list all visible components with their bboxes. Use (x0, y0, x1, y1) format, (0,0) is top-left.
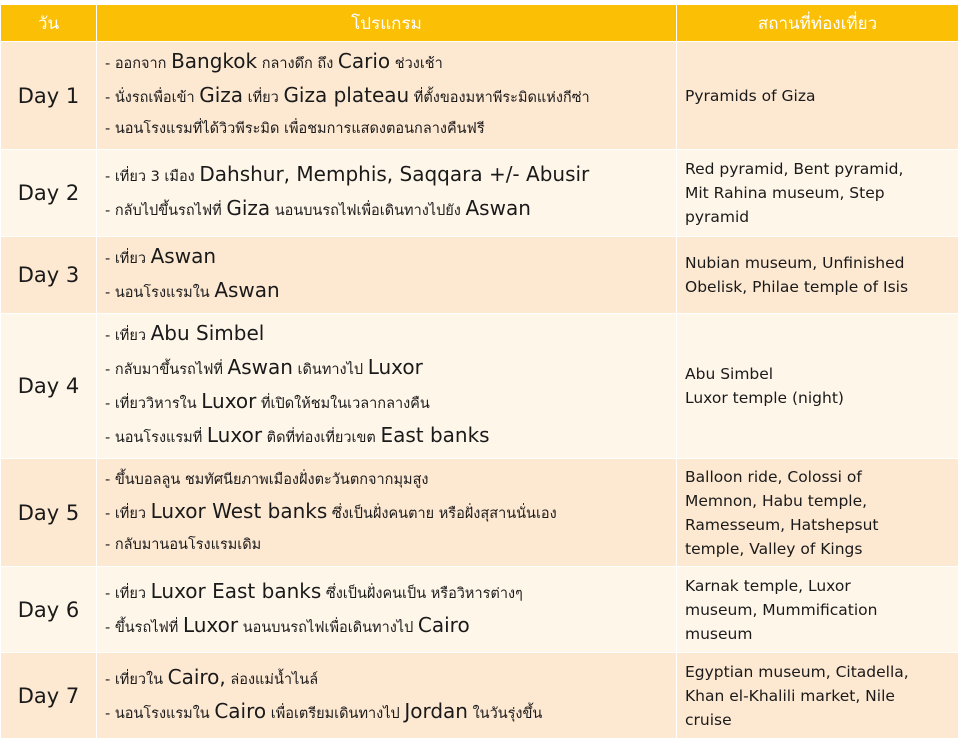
program-cell (97, 459, 677, 567)
place-name: Luxor (182, 612, 239, 637)
program-text: ในวันรุ่งขึ้น (467, 705, 543, 722)
program-text: ที่เปิดให้ชมในเวลากลางคืน (256, 396, 430, 412)
program-text: เดินทางไป (292, 362, 368, 378)
program-line (105, 275, 676, 309)
places-cell (677, 237, 959, 314)
program-text: นอนบนรถไฟเพื่อเดินทางไปยัง (270, 203, 466, 219)
program-text: - เที่ยว (105, 505, 151, 522)
place-name: Bangkok (171, 49, 258, 73)
program-cell (97, 42, 677, 150)
places-line: cruise (685, 710, 732, 729)
table-row (1, 150, 959, 237)
program-line (105, 576, 676, 610)
place-name: Luxor East banks (150, 578, 322, 603)
places-cell (677, 314, 959, 459)
program-line (105, 159, 676, 193)
place-name: Abu Simbel (150, 321, 265, 345)
header-day: วัน (1, 5, 97, 42)
program-text: ที่ตั้งของมหาพีระมิดแห่งกีซ่า (409, 90, 590, 106)
program-text: - เที่ยว (105, 585, 151, 602)
place-name: Cairo (417, 612, 470, 637)
table-row (1, 42, 959, 150)
program-text: กลางดึก ถึง (257, 56, 338, 72)
program-text: - นอนโรงแรมใน (105, 705, 215, 722)
places-cell (677, 567, 959, 653)
program-line (105, 696, 676, 730)
places-cell (677, 42, 959, 150)
program-line (105, 530, 676, 561)
place-name: Luxor (201, 389, 257, 413)
places-line: Khan el-Khalili market, Nile (685, 686, 895, 705)
place-name: East banks (380, 423, 490, 447)
program-text: - กลับมานอนโรงแรมเดิม (105, 536, 262, 553)
header-program: โปรแกรม (97, 5, 677, 42)
program-text: - กลับมาขึ้นรถไฟที่ (105, 362, 228, 378)
program-cell (97, 237, 677, 314)
program-line (105, 114, 676, 145)
place-name: Aswan (227, 355, 293, 379)
program-line (105, 420, 676, 454)
program-text: - เที่ยว 3 เมือง (105, 169, 200, 185)
header-row (1, 5, 959, 42)
table-row (1, 314, 959, 459)
program-line (105, 241, 676, 275)
day-label: Day 1 (1, 42, 97, 150)
program-text: - นอนโรงแรมที่ได้วิวพีระมิด เพื่อชมการแสดงตอนกลางคืนฟรี (105, 121, 485, 137)
places-line: museum, Mummification (685, 600, 878, 619)
places-line: Nubian museum, Unfinished (685, 254, 905, 272)
places-line: Balloon ride, Colossi of (685, 467, 862, 486)
program-line (105, 318, 676, 352)
place-name: Aswan (214, 278, 280, 302)
program-line (105, 80, 676, 114)
program-text: - ขึ้นรถไฟที่ (105, 619, 183, 636)
places-cell (677, 459, 959, 567)
program-text: - นอนโรงแรมใน (105, 285, 215, 301)
program-text: - นอนโรงแรมที่ (105, 430, 207, 446)
program-text: นอนบนรถไฟเพื่อเดินทางไป (238, 619, 418, 636)
place-name: Dahshur, Memphis, Saqqara +/- Abusir (199, 162, 590, 186)
place-name: Luxor West banks (150, 498, 328, 523)
places-line: Ramesseum, Hatshepsut (685, 515, 879, 534)
day-label: Day 7 (1, 653, 97, 739)
program-text: - เที่ยว (105, 251, 151, 267)
program-line (105, 352, 676, 386)
table-row (1, 237, 959, 314)
place-name: Luxor (206, 423, 263, 447)
day-label: Day 4 (1, 314, 97, 459)
program-text: - ออกจาก (105, 56, 172, 72)
places-line: pyramid (685, 208, 750, 226)
places-line: Abu Simbel (685, 365, 774, 383)
place-name: Cario (337, 49, 391, 73)
place-name: Cairo (214, 698, 267, 723)
places-line: Memnon, Habu temple, (685, 491, 868, 510)
program-text: เที่ยว (243, 90, 284, 106)
place-name: Jordan (404, 698, 468, 723)
program-line (105, 610, 676, 644)
table-row (1, 567, 959, 653)
place-name: Giza (226, 196, 271, 220)
places-line: Egyptian museum, Citadella, (685, 662, 909, 681)
place-name: Giza (199, 83, 244, 107)
table-row (1, 653, 959, 739)
places-cell (677, 653, 959, 739)
places-line: museum (685, 624, 753, 643)
program-line (105, 465, 676, 496)
places-line: temple, Valley of Kings (685, 539, 863, 558)
program-text: - นั่งรถเพื่อเข้า (105, 90, 200, 106)
header-places: สถานที่ท่องเที่ยว (677, 5, 959, 42)
program-line (105, 46, 676, 80)
program-line (105, 662, 676, 696)
program-line (105, 496, 676, 530)
program-text: ติดที่ท่องเที่ยวเขต (262, 430, 381, 446)
program-text: ซึ่งเป็นฝั่งคนเป็น หรือวิหารต่างๆ (321, 585, 523, 602)
day-label: Day 5 (1, 459, 97, 567)
itinerary-table (0, 4, 959, 739)
program-cell (97, 567, 677, 653)
place-name: Aswan (465, 196, 531, 220)
places-line: Obelisk, Philae temple of Isis (685, 278, 909, 296)
places-line: Luxor temple (night) (685, 389, 844, 407)
program-text: - เที่ยวใน (105, 671, 168, 688)
program-text: ซึ่งเป็นฝั่งคนตาย หรือฝั่งสุสานนั่นเอง (327, 505, 557, 522)
places-cell (677, 150, 959, 237)
program-text: - กลับไปขึ้นรถไฟที่ (105, 203, 227, 219)
program-text: เพื่อเตรียมเดินทางไป (266, 705, 405, 722)
places-line: Karnak temple, Luxor (685, 576, 851, 595)
program-text: - เที่ยว (105, 328, 151, 344)
day-label: Day 3 (1, 237, 97, 314)
program-text: ล่องแม่น้ำไนล์ (225, 671, 319, 688)
table-row (1, 459, 959, 567)
places-line: Pyramids of Giza (685, 86, 816, 105)
program-text: - ขึ้นบอลลูน ชมทัศนียภาพเมืองฝั่งตะวันตกจากมุมสูง (105, 471, 429, 488)
program-cell (97, 314, 677, 459)
day-label: Day 2 (1, 150, 97, 237)
program-line (105, 193, 676, 227)
place-name: Aswan (150, 244, 216, 268)
program-line (105, 386, 676, 420)
place-name: Luxor (367, 355, 423, 379)
places-line: Red pyramid, Bent pyramid, (685, 160, 904, 178)
day-label: Day 6 (1, 567, 97, 653)
program-text: - เที่ยววิหารใน (105, 396, 202, 412)
place-name: Giza plateau (283, 83, 410, 107)
program-cell (97, 653, 677, 739)
program-text: ช่วงเช้า (390, 56, 443, 72)
places-line: Mit Rahina museum, Step (685, 184, 885, 202)
place-name: Cairo, (167, 664, 226, 689)
program-cell (97, 150, 677, 237)
